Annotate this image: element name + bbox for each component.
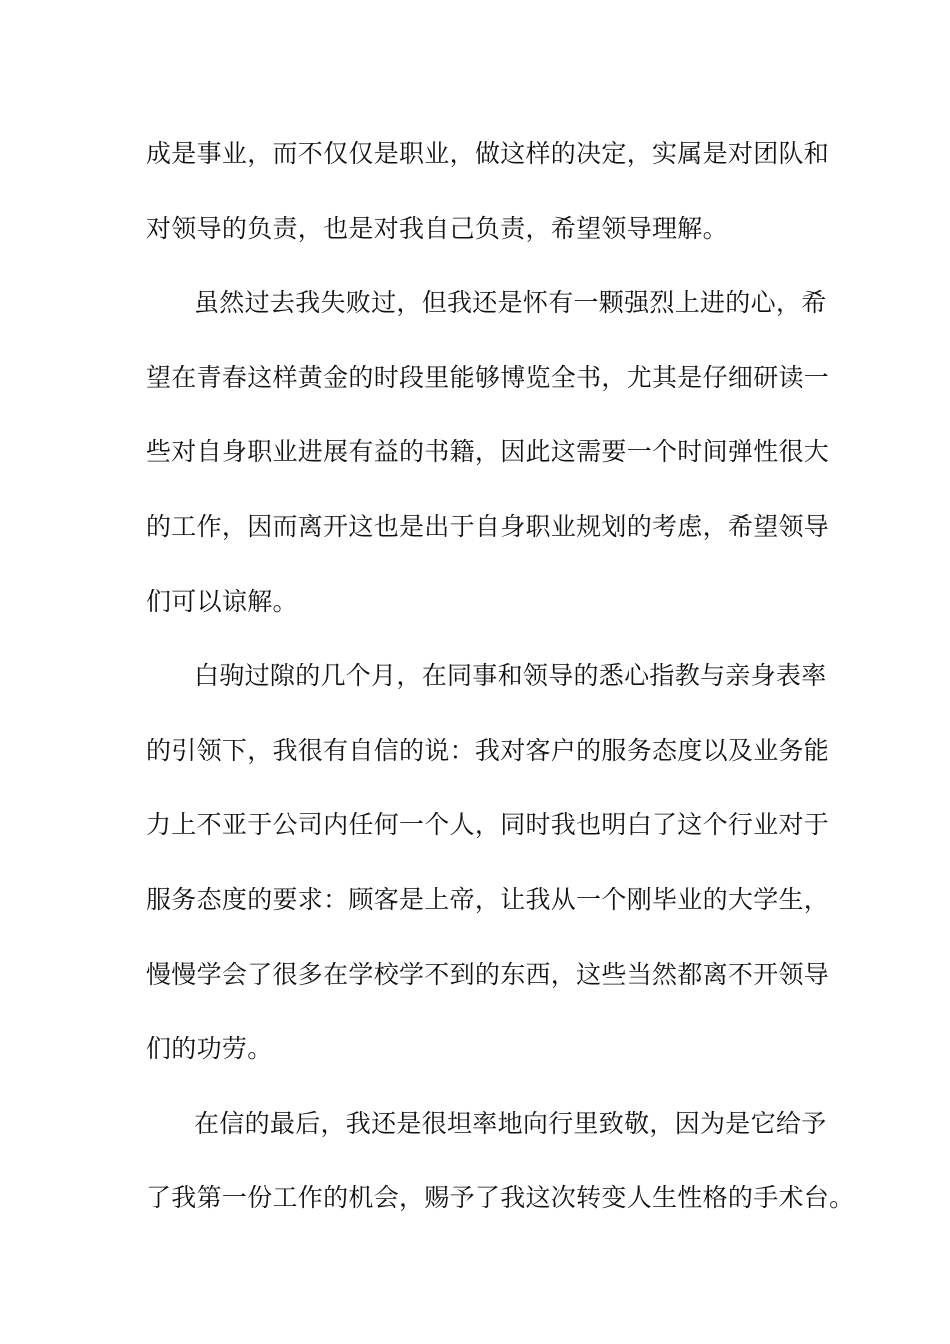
text-line: 慢慢学会了很多在学校学不到的东西，这些当然都离不开领导 [146,959,830,989]
text-line: 们可以谅解。 [146,586,298,616]
paragraph-start-line: 虽然过去我失败过，但我还是怀有一颗强烈上进的心，希 [194,288,827,318]
text-line: 些对自身职业进展有益的书籍，因此这需要一个时间弹性很大 [146,437,830,467]
letter-body [146,130,855,1249]
text-line: 了我第一份工作的机会，赐予了我这次转变人生性格的手术台。 [146,1183,855,1213]
text-line: 成是事业，而不仅仅是职业，做这样的决定，实属是对团队和 [146,139,830,168]
text-line: 力上不亚于公司内任何一个人，同时我也明白了这个行业对于 [146,810,830,840]
paragraph-start-line: 在信的最后，我还是很坦率地向行里致敬，因为是它给予 [194,1108,827,1138]
text-line: 对领导的负责，也是对我自己负责，希望领导理解。 [146,213,728,243]
text-line: 望在青春这样黄金的时段里能够博览全书，尤其是仔细研读一 [146,362,830,392]
text-line: 的引领下，我很有自信的说：我对客户的服务态度以及业务能 [146,735,830,765]
text-line: 的工作，因而离开这也是出于自身职业规划的考虑，希望领导 [146,511,830,541]
paragraph-start-line: 白驹过隙的几个月，在同事和领导的悉心指教与亲身表率 [194,661,827,691]
text-line: 服务态度的要求：顾客是上帝，让我从一个刚毕业的大学生， [146,884,830,914]
text-line: 们的功劳。 [146,1034,273,1064]
